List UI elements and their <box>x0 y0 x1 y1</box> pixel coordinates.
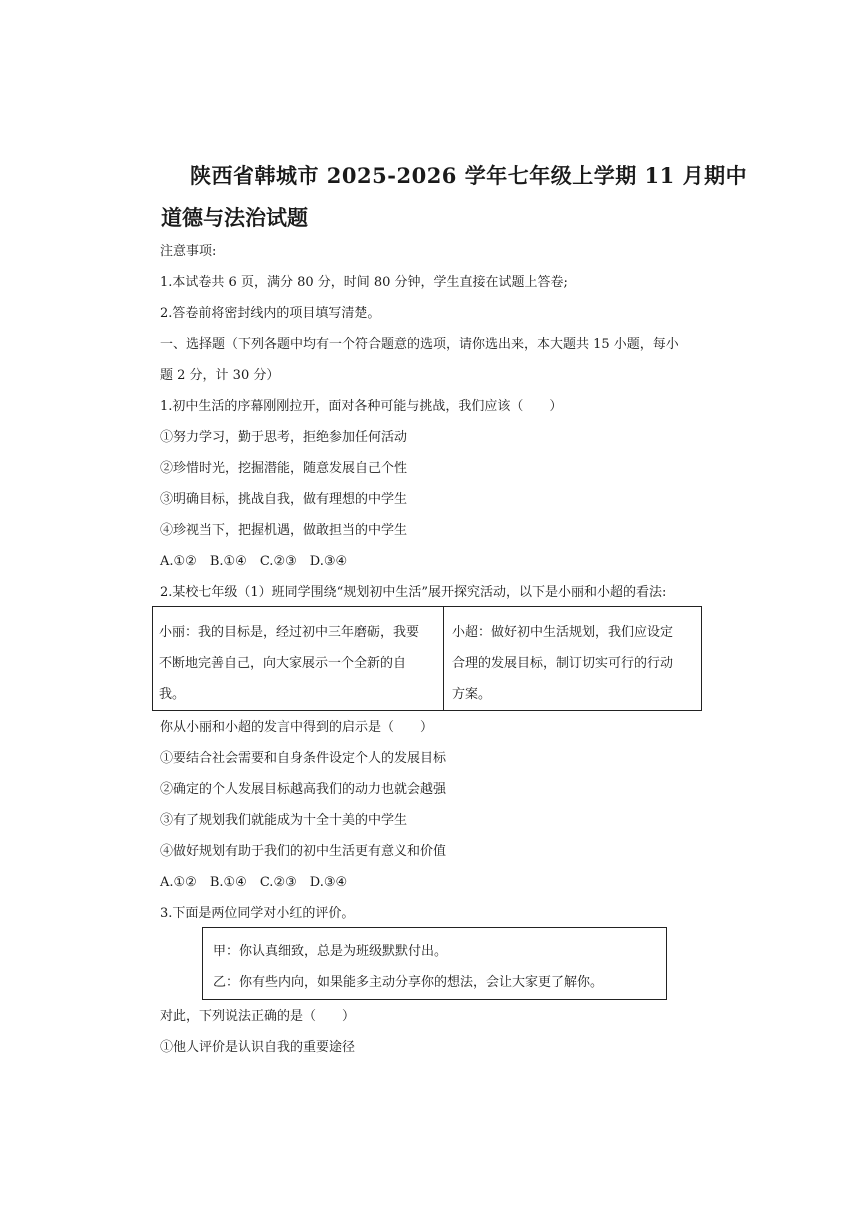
section-instructions-cont: 题 2 分，计 30 分） <box>160 368 280 383</box>
q2-xiaochao-line-1: 小超：做好初中生活规划，我们应设定 <box>452 625 674 640</box>
q2-xiaoli-cell <box>153 607 444 710</box>
q2-xiaochao-line-2: 合理的发展目标，制订切实可行的行动 <box>452 656 674 671</box>
q2-xiaochao-cell <box>444 607 701 710</box>
notes-heading: 注意事项: <box>160 244 217 259</box>
q2-option-3: ③有了规划我们就能成为十全十美的中学生 <box>160 813 408 828</box>
exam-title: 陕西省韩城市 2025-2026 学年七年级上学期 11 月期中 <box>190 163 748 188</box>
section-instructions: 一、选择题（下列各题中均有一个符合题意的选项，请你选出来，本大题共 15 小题，每小 <box>160 337 679 352</box>
q3-stem: 3.下面是两位同学对小红的评价。 <box>160 906 355 921</box>
q1-option-3: ③明确目标，挑战自我，做有理想的中学生 <box>160 492 408 507</box>
exam-subject: 道德与法治试题 <box>161 205 308 230</box>
q3-option-1: ①他人评价是认识自我的重要途径 <box>160 1040 356 1055</box>
q2-opinion-table <box>152 606 702 711</box>
q2-stem: 2.某校七年级（1）班同学围绕“规划初中生活”展开探究活动，以下是小丽和小超的看法: <box>160 585 667 600</box>
q2-option-1: ①要结合社会需要和自身条件设定个人的发展目标 <box>160 751 447 766</box>
q3-ask: 对此，下列说法正确的是（ ） <box>160 1009 356 1024</box>
q1-stem: 1.初中生活的序幕刚刚拉开，面对各种可能与挑战，我们应该（ ） <box>160 399 563 414</box>
q1-choices: A.①② B.①④ C.②③ D.③④ <box>160 554 348 569</box>
q2-ask: 你从小丽和小超的发言中得到的启示是（ ） <box>160 720 434 735</box>
q2-choices: A.①② B.①④ C.②③ D.③④ <box>160 875 348 890</box>
q2-xiaochao-line-3: 方案。 <box>452 687 492 702</box>
q1-option-2: ②珍惜时光，挖掘潜能，随意发展自己个性 <box>160 461 408 476</box>
q1-option-1: ①努力学习，勤于思考，拒绝参加任何活动 <box>160 430 408 445</box>
q3-evaluation-yi: 乙：你有些内向，如果能多主动分享你的想法，会让大家更了解你。 <box>213 975 604 990</box>
notes-item-2: 2.答卷前将密封线内的项目填写清楚。 <box>160 306 381 321</box>
q3-evaluation-jia: 甲：你认真细致，总是为班级默默付出。 <box>213 944 448 959</box>
q2-option-4: ④做好规划有助于我们的初中生活更有意义和价值 <box>160 844 447 859</box>
q3-evaluation-box <box>202 927 667 1000</box>
q2-xiaoli-line-1: 小丽：我的目标是，经过初中三年磨砺，我要 <box>159 625 420 640</box>
q1-option-4: ④珍视当下，把握机遇，做敢担当的中学生 <box>160 523 408 538</box>
q2-xiaoli-line-3: 我。 <box>159 687 186 702</box>
notes-item-1: 1.本试卷共 6 页，满分 80 分，时间 80 分钟，学生直接在试题上答卷; <box>160 275 568 290</box>
q2-xiaoli-line-2: 不断地完善自己，向大家展示一个全新的自 <box>159 656 407 671</box>
q2-option-2: ②确定的个人发展目标越高我们的动力也就会越强 <box>160 782 447 797</box>
